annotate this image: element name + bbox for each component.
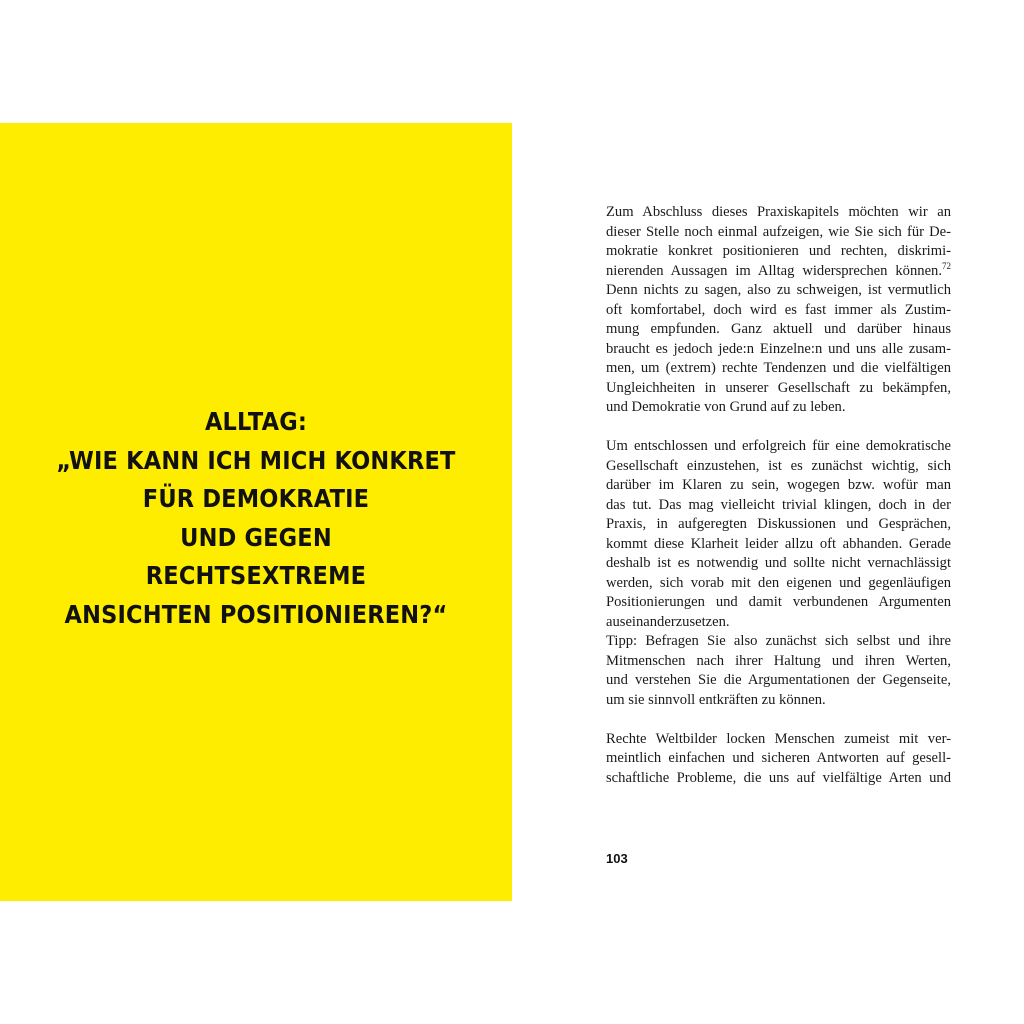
headline-line: RECHTSEXTREME [145,561,367,591]
text-line: schaftliche Probleme, die uns auf vielfältige Arten und [606,769,951,786]
text-line: auseinanderzusetzen. [606,613,730,630]
text-line: nierenden Aussagen im Alltag widersprechen können. [606,262,942,279]
chapter-headline [26,403,487,635]
page-number: 103 [606,851,628,866]
text-line: oft komfortabel, doch wird es fast immer als Zustim- [606,301,951,318]
paragraph-gap [606,710,951,730]
text-line: dieser Stelle noch einmal aufzeigen, wie Sie sich für De- [606,223,951,240]
text-line: und Demokratie von Grund auf zu leben. [606,399,846,415]
headline-line: „WIE KANN ICH MICH KONKRET [56,445,456,475]
text-line: kommt diese Klarheit leider allzu oft abhanden. Gerade [606,535,951,552]
right-page [512,123,1024,901]
text-line: um sie sinnvoll entkräften zu können. [606,691,826,708]
text-line: das tut. Das mag vielleicht trivial klingen, doch in der [606,496,951,513]
text-line: mung empfunden. Ganz aktuell und darüber hinaus [606,321,951,337]
text-line: Mitmenschen nach ihrer Haltung und ihren Werten, [606,652,951,669]
text-line: men, um (extrem) rechte Tendenzen und die vielfältigen [606,360,951,376]
text-line: werden, sich vorab mit den eigenen und gegenläufigen [606,574,951,591]
headline-line: ANSICHTEN POSITIONIEREN?“ [64,599,448,629]
text-line: Ungleichheiten in unserer Gesellschaft zu bekämpfen, [606,379,951,396]
left-page [0,123,512,901]
text-line: Denn nichts zu sagen, also zu schweigen, ist vermutlich [606,282,951,298]
headline-line: ALLTAG: [204,407,308,436]
footnote-marker[interactable]: 72 [942,260,951,271]
body-text [606,203,951,788]
text-line: deshalb ist es notwendig und sollte nicht vernachlässigt [606,555,951,571]
text-line: Rechte Weltbilder locken Menschen zumeist mit ver- [606,730,951,747]
text-line: braucht es jedoch jede:n Einzelne:n und uns alle zusam- [606,340,951,357]
headline-line: UND GEGEN [180,522,332,552]
headline-line: FÜR DEMOKRATIE [142,484,370,514]
text-line: Praxis, in aufgeregten Diskussionen und Gesprächen, [606,516,951,532]
text-line: darüber im Klaren zu sein, wogegen bzw. wofür man [606,477,951,493]
paragraph-gap [606,418,951,438]
text-line: mokratie konkret positionieren und rechten, diskrimi- [606,243,951,259]
text-line: meintlich einfachen und sicheren Antworten auf gesell- [606,750,951,766]
text-line: Gesellschaft einzustehen, ist es zunächst wichtig, sich [606,457,951,474]
text-line: Zum Abschluss dieses Praxiskapitels möchten wir an [606,204,951,220]
text-line: Um entschlossen und erfolgreich für eine demokratische [606,438,951,454]
text-line: Tipp: Befragen Sie also zunächst sich selbst und ihre [606,633,951,649]
text-line-with-footnote [606,262,951,282]
text-line: und verstehen Sie die Argumentationen der Gegenseite, [606,672,951,688]
text-line: Positionierungen und damit verbundenen Argumenten [606,594,951,610]
